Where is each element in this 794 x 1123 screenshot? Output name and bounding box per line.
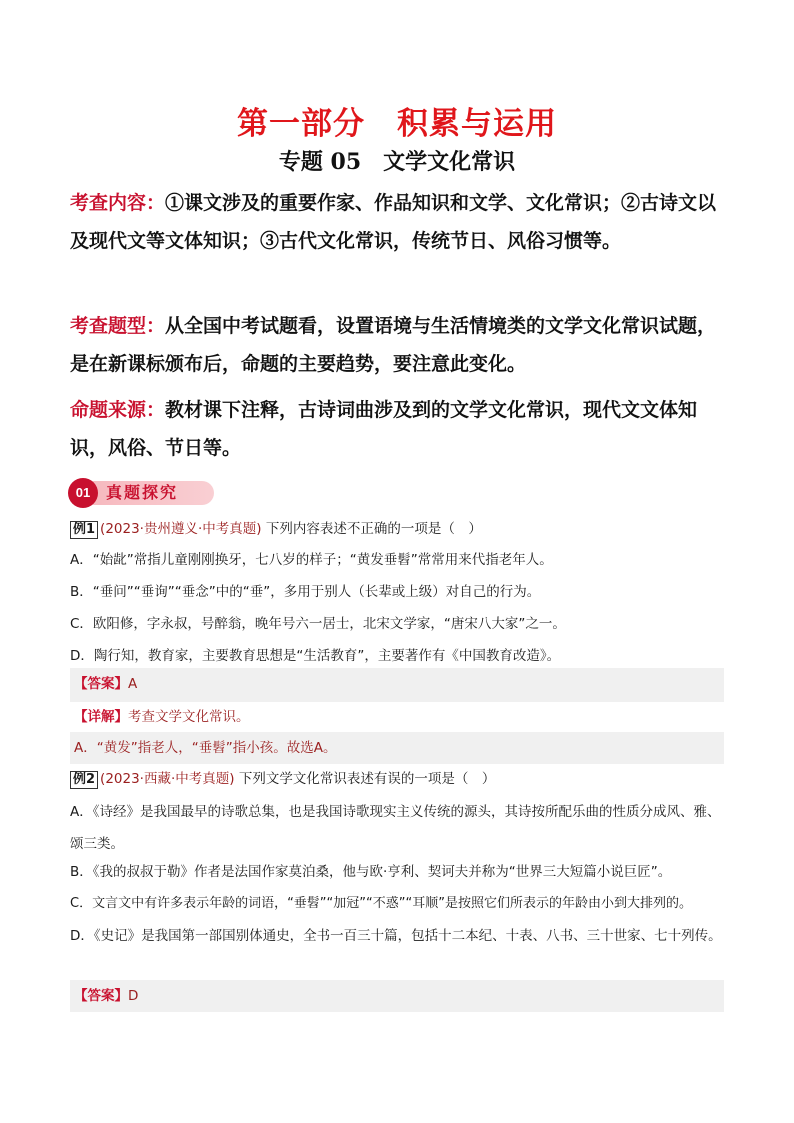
intro-text: ①课文涉及的重要作家、作品知识和文学、文化常识；②古诗文以及现代文等文体知识；③古代文化常识，传统节日、风俗习惯等。 <box>70 192 717 252</box>
example-tag: 例2 <box>70 771 98 789</box>
example1-option-d: D．陶行知，教育家，主要教育思想是“生活教育”，主要著作有《中国教育改造》。 <box>70 648 561 664</box>
intro-text: 从全国中考试题看，设置语境与生活情境类的文学文化常识试题，是在新课标颁布后，命题的主要趋势，要注意此变化。 <box>70 315 717 375</box>
intro-label: 考查内容： <box>70 192 166 214</box>
badge-number: 01 <box>68 478 98 508</box>
intro-text: 教材课下注释，古诗词曲涉及到的文学文化常识，现代文文体知识，风俗、节日等。 <box>70 399 698 459</box>
topic-title: 专题 05 文学文化常识 <box>278 149 516 175</box>
intro-question-type <box>70 307 720 383</box>
detail-label: 【详解】 <box>74 709 128 725</box>
answer-value: D <box>128 988 139 1004</box>
explanation-text: A．“黄发”指老人，“垂髫”指小孩。故选A。 <box>74 740 337 756</box>
example2-stem <box>70 763 724 795</box>
intro-label: 考查题型： <box>70 315 166 337</box>
example-tag: 例1 <box>70 521 98 539</box>
example2-option-c: C．文言文中有许多表示年龄的词语，“垂髫”“加冠”“不惑”“耳顺”是按照它们所表示的年龄由小到大排列的。 <box>70 896 692 911</box>
example1-option-b: B．“垂问”“垂询”“垂念”中的“垂”，多用于别人（长辈或上级）对自己的行为。 <box>70 584 541 600</box>
example2-option-b: B．《我的叔叔于勒》作者是法国作家莫泊桑，他与欧·亨利、契诃夫并称为“世界三大短篇小说巨匠”。 <box>70 864 672 880</box>
example1-option-a: A．“始龀”常指儿童刚刚换牙，七八岁的样子；“黄发垂髫”常常用来代指老年人。 <box>70 552 553 568</box>
example-question: 下列文学文化常识表述有误的一项是（ ） <box>234 771 496 787</box>
answer-label: 【答案】 <box>74 988 128 1004</box>
example1-answer <box>70 668 724 702</box>
intro-exam-content <box>70 184 720 260</box>
example2-option-a: A．《诗经》是我国最早的诗歌总集，也是我国诗歌现实主义传统的源头，其诗按所配乐曲的性质分成风、雅、颂三类。 <box>70 804 721 852</box>
detail-text: 考查文学文化常识。 <box>128 709 250 725</box>
example2-answer <box>70 980 724 1012</box>
example1-option-c: C．欧阳修，字永叔，号醉翁，晚年号六一居士，北宋文学家，“唐宋八大家”之一。 <box>70 616 566 632</box>
answer-value: A <box>128 676 138 692</box>
intro-label: 命题来源： <box>70 399 166 421</box>
section-badge <box>68 478 216 508</box>
example1-stem <box>70 513 724 545</box>
part-title: 第一部分 积累与运用 <box>237 106 557 142</box>
example1-explanation <box>70 732 724 764</box>
example-source: (2023·贵州遵义·中考真题) <box>100 521 262 537</box>
example1-detail <box>70 702 724 732</box>
answer-label: 【答案】 <box>74 676 128 692</box>
example-source: (2023·西藏·中考真题) <box>100 771 235 787</box>
example-question: 下列内容表述不正确的一项是（ ） <box>261 521 482 537</box>
intro-source <box>70 391 720 467</box>
badge-title: 真题探究 <box>106 483 179 502</box>
example2-option-d: D．《史记》是我国第一部国别体通史，全书一百三十篇，包括十二本纪、十表、八书、三十世家、七十列传。 <box>70 928 722 944</box>
